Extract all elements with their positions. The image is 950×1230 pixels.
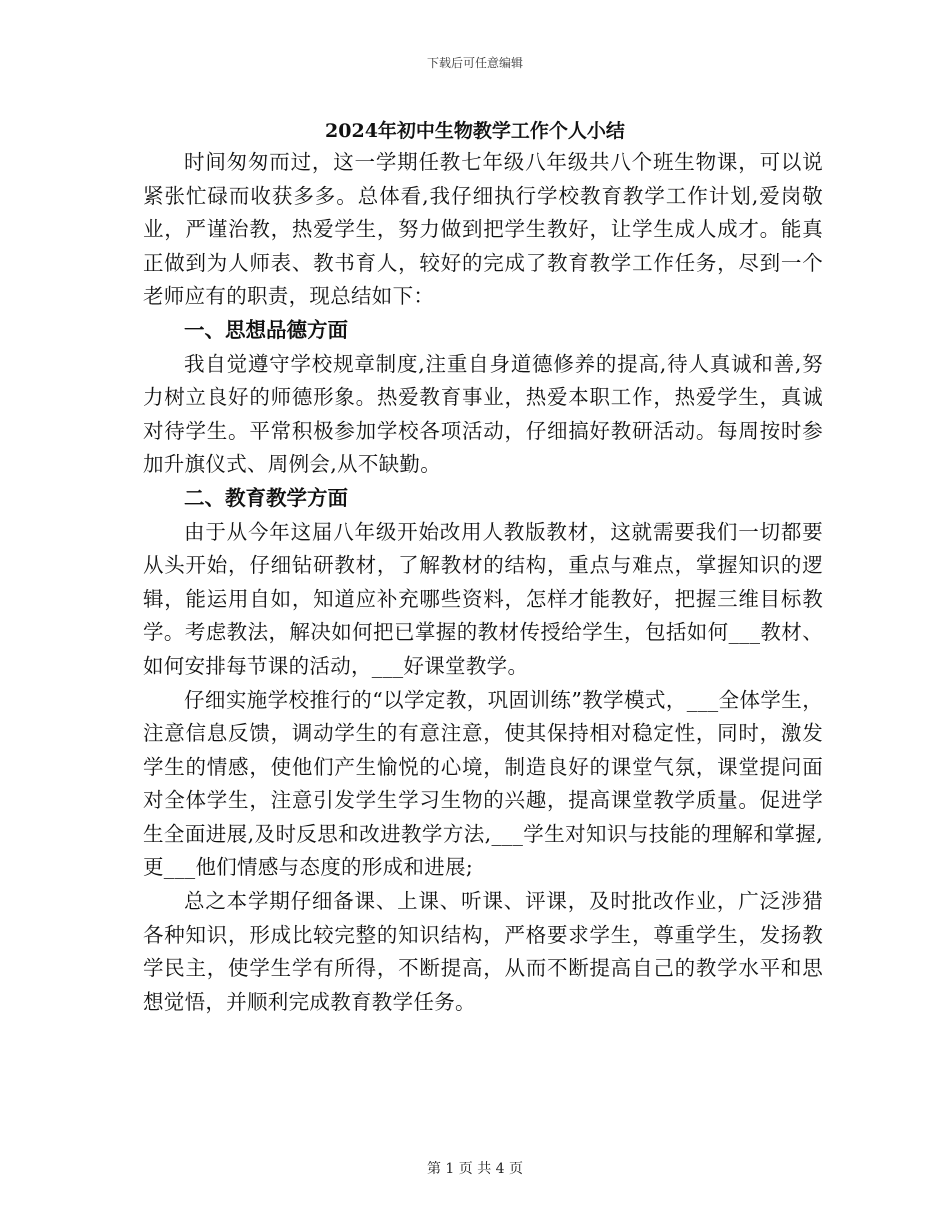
document-body — [143, 146, 823, 1019]
intro-paragraph: 时间匆匆而过，这一学期任教七年级八年级共八个班生物课，可以说紧张忙碌而收获多多。总体看,我仔细执行学校教育教学工作计划,爱岗敬业，严谨治教，热爱学生，努力做到把学生教好，让学生成人成才。能真正做到为人师表、教书育人，较好的完成了教育教学工作任务，尽到一个老师应有的职责，现总结如下： — [143, 150, 823, 309]
section-heading-teaching: 二、教育教学方面 — [184, 485, 348, 510]
page-number: 第 1 页 共 4 页 — [426, 1161, 524, 1177]
section-heading-ideology: 一、思想品德方面 — [184, 317, 348, 342]
header-note: 下载后可任意编辑 — [426, 56, 523, 70]
section-paragraph: 我自觉遵守学校规章制度,注重自身道德修养的提高,待人真诚和善,努力树立良好的师德形象。热爱教育事业，热爱本职工作，热爱学生，真诚对待学生。平常积极参加学校各项活动，仔细搞好教研活动。每周按时参加升旗仪式、周例会,从不缺勤。 — [143, 351, 823, 477]
section-paragraph: 由于从今年这届八年级开始改用人教版教材，这就需要我们一切都要从头开始，仔细钻研教材，了解教材的结构，重点与难点，掌握知识的逻辑，能运用自如，知道应补充哪些资料，怎样才能教好，把握三维目标教学。考虑教法，解决如何把已掌握的教材传授给学生，包括如何___教材、如何安排每节课的活动，___好课堂教学。 — [143, 519, 823, 678]
document-title: 2024年初中生物教学工作个人小结 — [325, 120, 625, 142]
section-paragraph: 仔细实施学校推行的“以学定教，巩固训练”教学模式，___全体学生，注意信息反馈，调动学生的有意注意，使其保持相对稳定性，同时，激发学生的情感，使他们产生愉悦的心境，制造良好的课堂气氛，课堂提问面对全体学生，注意引发学生学习生物的兴趣，提高课堂教学质量。促进学生全面进展,及时反思和改进教学方法,___学生对知识与技能的理解和掌握,更___他们情感与态度的形成和进展; — [143, 687, 823, 880]
section-paragraph: 总之本学期仔细备课、上课、听课、评课，及时批改作业，广泛涉猎各种知识，形成比较完整的知识结构，严格要求学生，尊重学生，发扬教学民主，使学生学有所得，不断提高，从而不断提高自己的教学水平和思想觉悟，并顺利完成教育教学任务。 — [143, 889, 823, 1014]
